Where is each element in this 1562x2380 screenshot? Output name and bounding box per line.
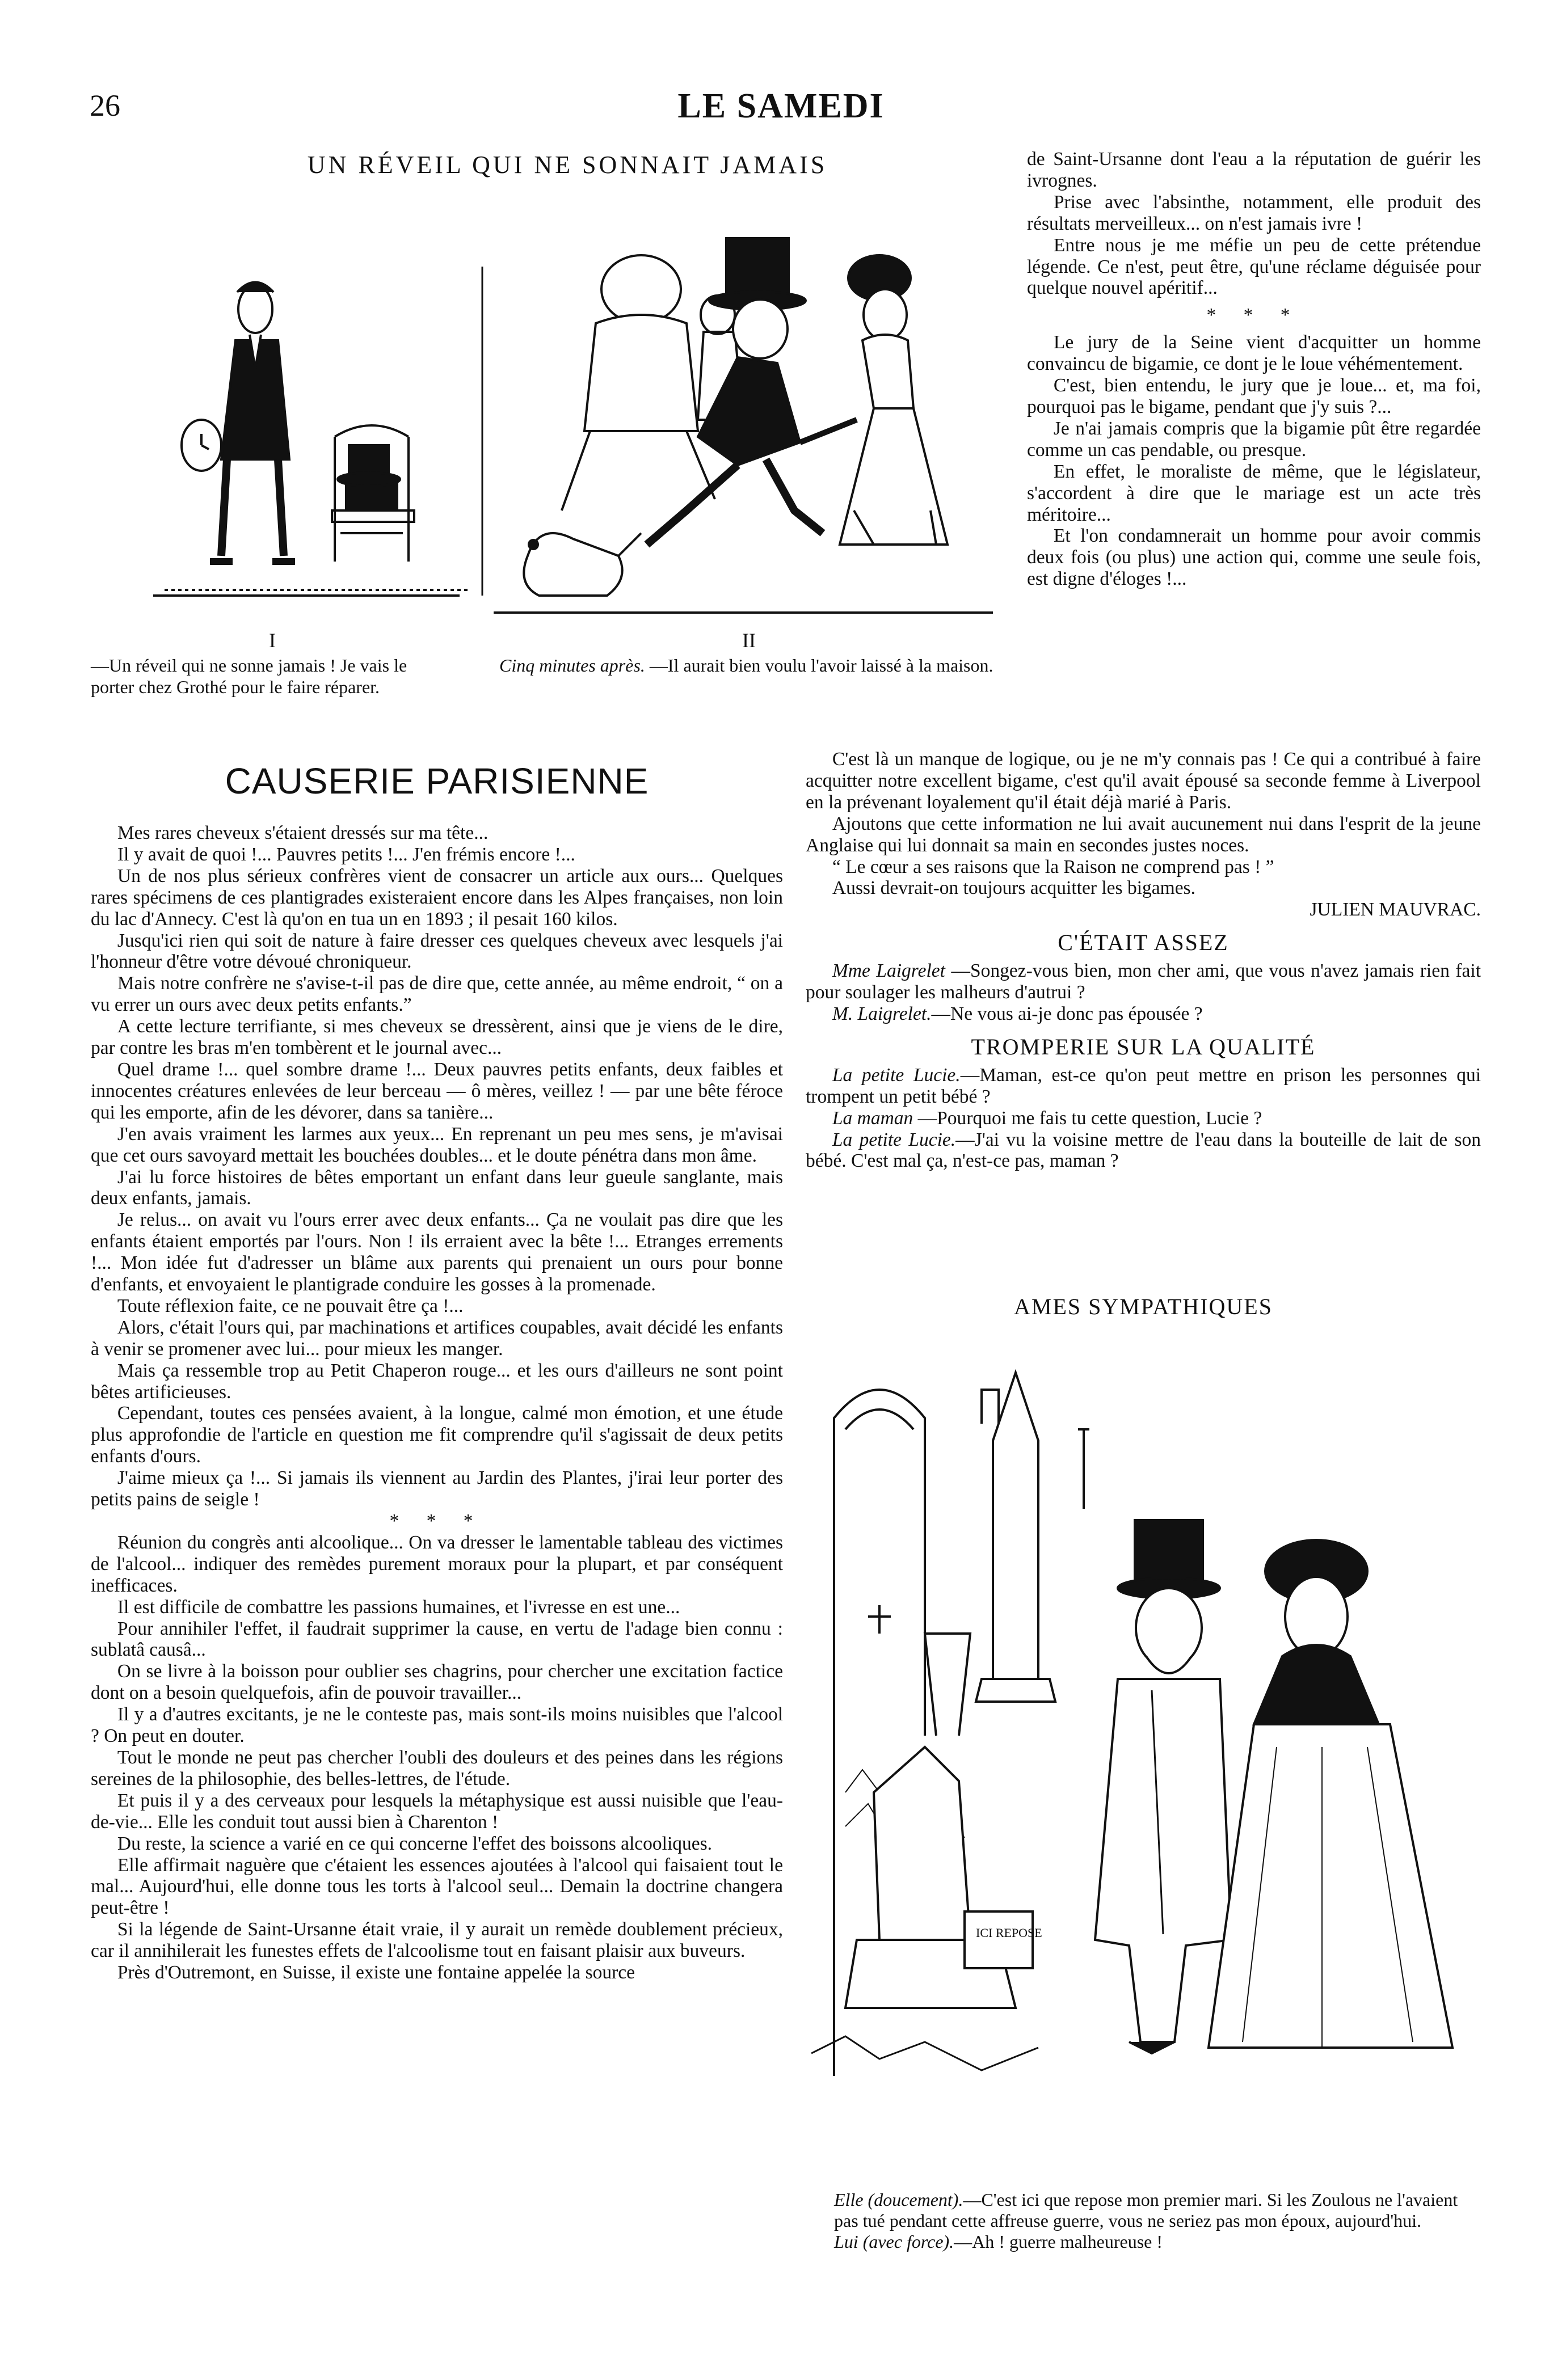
causerie-paragraph: J'ai lu force histoires de bêtes emportant un enfant dans leur gueule sanglante, mais deux enfants, jamais. [91,1166,783,1209]
dialogue-speaker: Lui (avec force). [834,2231,954,2252]
dialogue-speaker: La petite Lucie. [832,1064,961,1086]
dialogue-line: —Maman, est-ce qu'on peut mettre en prison les personnes qui trompent un petit bébé ? [806,1064,1481,1107]
dialogue-line: —Pourquoi me fais tu cette question, Lucie ? [913,1107,1262,1129]
dialogue-line: —C'est ici que repose mon premier mari. Si les Zoulous ne l'avaient pas tué pendant cette affreuse guerre, vous ne seriez pas mon époux, aujourd'hui. [834,2189,1458,2231]
causerie-column [91,822,783,1984]
causerie-paragraph: Du reste, la science a varié en ce qui concerne l'effet des boissons alcooliques. [117,1833,713,1854]
panel-one-caption [91,630,454,698]
causerie-paragraph: Alors, c'était l'ours qui, par machinations et artifices coupables, avait décidé les enfants à venir se promener avec lui... pour mieux les manger. [91,1316,783,1360]
right-column-wide [806,749,1481,1172]
cetait-assez-heading: C'ÉTAIT ASSEZ [1058,930,1229,956]
right-paragraph: Aussi devrait-on toujours acquitter les bigames. [832,877,1195,899]
causerie-paragraph: Et puis il y a des cerveaux pour lesquels la métaphysique est aussi nuisible que l'eau-de-vie... Elle les conduit tout aussi bien à Charenton ! [91,1790,783,1833]
dialogue-speaker: La maman [832,1107,913,1129]
causerie-paragraph: On se livre à la boisson pour oublier ses chagrins, pour chercher une excitation factice dont on a besoin quelquefois, afin de pouvoir travailler... [91,1661,783,1704]
causerie-paragraph: Près d'Outremont, en Suisse, il existe une fontaine appelée la source [117,1962,635,1984]
causerie-heading: CAUSERIE PARISIENNE [225,761,649,801]
right-paragraph: Ajoutons que cette information ne lui avait aucunement nui dans l'esprit de la jeune Anglaise qui lui donnait sa main en secondes justes noces. [806,813,1481,856]
masthead-title: LE SAMEDI [677,87,885,125]
right-paragraph: Je n'ai jamais compris que la bigamie pût être regardée comme un cas pendable, ou presque. [1027,417,1481,461]
bear-cartoon-illustration [142,193,1004,624]
right-paragraph: Le jury de la Seine vient d'acquitter un homme convaincu de bigamie, ce dont je le loue véhémentement. [1027,332,1481,375]
section-separator: * * * [1206,305,1302,326]
causerie-paragraph: Jusqu'ici rien qui soit de nature à faire dresser ces quelques cheveux avec lesquels j'ai l'honneur d'être votre dévoué chroniqueur. [91,930,783,973]
page-number: 26 [90,88,120,123]
dialogue-speaker: Mme Laigrelet [832,960,945,982]
panel-one-number: I [269,629,276,652]
cemetery-illustration [811,1339,1481,2172]
right-column-upper [1027,149,1481,590]
causerie-paragraph: Mais ça ressemble trop au Petit Chaperon rouge... et les ours d'ailleurs ne sont point bêtes artificieuses. [91,1360,783,1403]
causerie-paragraph: Il y avait de quoi !... Pauvres petits !... J'en frémis encore !... [117,843,575,865]
causerie-paragraph: Je relus... on avait vu l'ours errer avec deux enfants... Ça ne voulait pas dire que les enfants étaient emportés par l'ours. Non ! ils erraient avec la bête !... Etranges errements !... Mon idée fut d'adresser un blâme aux parents qui prenaient un ours pour bonne d'enfants, et envoyaient le plantigrade conduire les gosses à la promenade. [91,1209,783,1296]
right-paragraph: Prise avec l'absinthe, notamment, elle produit des résultats merveilleux... on n'est jamais ivre ! [1027,191,1481,234]
right-paragraph: C'est, bien entendu, le jury que je loue... et, ma foi, pourquoi pas le bigame, pendant que j'y suis ?... [1027,375,1481,417]
causerie-paragraph: Si la légende de Saint-Ursanne était vraie, il y aurait un remède doublement précieux, car il annihilerait les funestes effets de l'alcoolisme tout en faisant plaisir aux buveurs. [91,1919,783,1962]
panel-one-caption-text: —Un réveil qui ne sonne jamais ! Je vais le porter chez Grothé pour le faire réparer. [91,655,407,697]
causerie-paragraph: Mes rares cheveux s'étaient dressés sur ma tête... [117,822,489,843]
tromperie-heading: TROMPERIE SUR LA QUALITÉ [971,1033,1316,1060]
causerie-paragraph: Tout le monde ne peut pas chercher l'oubli des douleurs et des peines dans les régions sereines de la philosophie, des belles-lettres, de l'étude. [91,1746,783,1790]
causerie-paragraph: Mais notre confrère ne s'avise-t-il pas de dire que, cette année, au même endroit, “ on a vu errer un ours avec deux petits enfants.” [91,973,783,1016]
right-paragraph: Et l'on condamnerait un homme pour avoir commis deux fois (ou plus) une action qui, comme une seule fois, est digne d'éloges !... [1027,525,1481,590]
panel-two-number: II [742,629,756,652]
causerie-paragraph: Il est difficile de combattre les passions humaines, et l'ivresse en est une... [117,1596,680,1618]
causerie-paragraph: J'en avais vraiment les larmes aux yeux... En reprenant un peu mes sens, je m'avisai que cet ours savoyard mettait les bouchées doubles... et le doute pénétra dans mon âme. [91,1123,783,1166]
right-paragraph: En effet, le moraliste de même, que le législateur, s'accordent à dire que le mariage est un acte très méritoire... [1027,461,1481,525]
right-paragraph: “ Le cœur a ses raisons que la Raison ne comprend pas ! ” [832,856,1274,877]
illustration-title: UN RÉVEIL QUI NE SONNAIT JAMAIS [307,151,828,179]
tomb-inscription: ICI REPOSE [976,1926,1042,1940]
panel-two-caption-em: Cinq minutes après. [499,655,645,676]
panel-two-caption-text: —Il aurait bien voulu l'avoir laissé à la maison. [649,655,993,676]
dialogue-line: —Ah ! guerre malheureuse ! [954,2231,1163,2252]
ames-heading: AMES SYMPATHIQUES [1014,1294,1273,1319]
dialogue-line: —Songez-vous bien, mon cher ami, que vous n'avez jamais rien fait pour soulager les malheurs d'autrui ? [806,960,1481,1003]
dialogue-speaker: Elle (doucement). [834,2189,963,2210]
section-separator: * * * [389,1510,485,1531]
author-signature: JULIEN MAUVRAC. [1310,899,1481,921]
causerie-paragraph: Elle affirmait naguère que c'étaient les essences ajoutées à l'alcool qui faisaient tout le mal... Aujourd'hui, elle donne tous les torts à l'alcool seul... Demain la doctrine changera peut-être ! [91,1854,783,1919]
dialogue-speaker: M. Laigrelet. [832,1003,932,1024]
right-paragraph: Entre nous je me méfie un peu de cette prétendue légende. Ce n'est, peut être, qu'une réclame déguisée pour quelque nouvel apéritif... [1027,234,1481,299]
dialogue-line: —J'ai vu la voisine mettre de l'eau dans la bouteille de lait de son bébé. C'est mal ça, n'est-ce pas, maman ? [806,1129,1481,1172]
causerie-paragraph: Quel drame !... quel sombre drame !... Deux pauvres petits enfants, deux faibles et innocentes créatures enlevées de leur berceau — ô mères, veillez ! — par une bête féroce qui les emporte, afin de les dévorer, dans sa tanière... [91,1058,783,1123]
causerie-paragraph: J'aime mieux ça !... Si jamais ils viennent au Jardin des Plantes, j'irai leur porter des petits pains de seigle ! [91,1467,783,1510]
right-paragraph: C'est là un manque de logique, ou je ne m'y connais pas ! Ce qui a contribué à faire acquitter notre excellent bigame, c'est qu'il avait épousé sa seconde femme à Liverpool en la prévenant loyalement qu'il était déjà marié à Paris. [806,749,1481,813]
cemetery-drawing [811,1373,1452,2076]
causerie-paragraph: Toute réflexion faite, ce ne pouvait être ça !... [117,1295,464,1316]
causerie-paragraph: Réunion du congrès anti alcoolique... On va dresser le lamentable tableau des victimes de l'alcool... indiquer des remèdes purement moraux pour la plupart, et par conséquent inefficaces. [91,1531,783,1596]
ames-caption [834,2189,1481,2252]
panel-one-drawing [153,282,471,596]
right-paragraph: de Saint-Ursanne dont l'eau a la réputation de guérir les ivrognes. [1027,149,1481,191]
dialogue-line: —Ne vous ai-je donc pas épousée ? [931,1003,1203,1024]
causerie-paragraph: A cette lecture terrifiante, si mes cheveux se dressèrent, ainsi que je viens de le dire, par contre les bras m'en tombèrent et le journal avec... [91,1016,783,1059]
causerie-paragraph: Un de nos plus sérieux confrères vient de consacrer un article aux ours... Quelques rares spécimens de ces plantigrades existeraient encore dans les Alpes françaises, non loin du lac d'Annecy. C'est là qu'on en tua un en 1893 ; il pesait 160 kilos. [91,865,783,930]
dialogue-speaker: La petite Lucie. [832,1129,956,1150]
causerie-paragraph: Cependant, toutes ces pensées avaient, à la longue, calmé mon émotion, et une étude plus approfondie de l'article en question me fit comprendre qu'il s'agissait de deux petits enfants d'ours. [91,1403,783,1467]
causerie-paragraph: Pour annihiler l'effet, il faudrait supprimer la cause, en vertu de l'adage bien connu : sublatâ causâ... [91,1618,783,1661]
panel-two-caption [499,630,999,676]
panel-two-drawing [494,238,993,613]
causerie-paragraph: Il y a d'autres excitants, je ne le conteste pas, mais sont-ils moins nuisibles que l'alcool ? On peut en douter. [91,1704,783,1747]
